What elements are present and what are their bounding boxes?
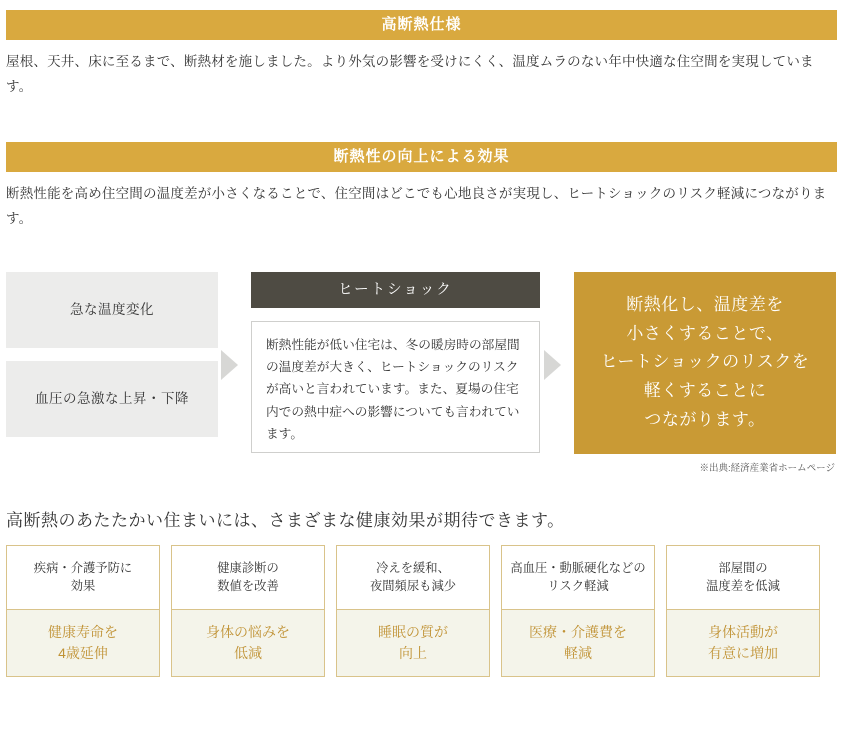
diagram-cause-2: 血圧の急激な上昇・下降 xyxy=(6,361,218,437)
benefit-top-line-1: 高血圧・動脈硬化などの xyxy=(510,560,646,575)
benefits-card-list xyxy=(6,545,837,677)
conclusion-line-5: つながります。 xyxy=(644,410,766,430)
benefit-card-bottom xyxy=(501,609,655,677)
benefit-card-top xyxy=(171,545,325,609)
section-title-insulation: 高断熱仕様 xyxy=(6,10,837,40)
conclusion-line-4: 軽くすることに xyxy=(643,381,767,401)
spacer xyxy=(6,100,837,142)
conclusion-line-2: 小さくすることで、 xyxy=(626,323,784,343)
benefit-card-top xyxy=(336,545,490,609)
benefit-card xyxy=(666,545,820,677)
benefit-card-top xyxy=(666,545,820,609)
benefit-card xyxy=(171,545,325,677)
section-body-insulation: 屋根、天井、床に至るまで、断熱材を施しました。より外気の影響を受けにくく、温度ムラのない年中快適な住空間を実現しています。 xyxy=(6,54,814,94)
source-note: ※出典:経済産業省ホームページ xyxy=(699,462,835,474)
benefit-card-bottom xyxy=(6,609,160,677)
benefit-bottom-line-1: 身体活動が xyxy=(708,623,778,640)
benefit-card-bottom xyxy=(666,609,820,677)
diagram-middle-body: 断熱性能が低い住宅は、冬の暖房時の部屋間の温度差が大きく、ヒートショックのリスクが高いと言われています。また、夏場の住宅内での熱中症への影響についても言われています。 xyxy=(251,321,540,453)
benefit-card xyxy=(6,545,160,677)
section-body-effect: 断熱性能を高め住空間の温度差が小さくなることで、住空間はどこでも心地良さが実現し、ヒートショックのリスク軽減につながります。 xyxy=(6,185,827,226)
benefit-card-top xyxy=(6,545,160,609)
document-page xyxy=(0,10,843,743)
diagram-middle-heading: ヒートショック xyxy=(251,272,540,308)
benefit-bottom-line-2: 向上 xyxy=(399,644,427,661)
diagram-conclusion xyxy=(574,272,836,454)
benefit-top-line-1: 疾病・介護予防に xyxy=(33,560,133,575)
benefit-bottom-line-1: 身体の悩みを xyxy=(206,623,290,640)
benefit-top-line-2: 温度差を低減 xyxy=(706,579,780,594)
benefit-top-line-1: 部屋間の xyxy=(718,560,768,575)
conclusion-line-1: 断熱化し、温度差を xyxy=(626,294,784,314)
benefit-card xyxy=(336,545,490,677)
benefit-top-line-2: リスク軽減 xyxy=(547,579,609,594)
benefit-bottom-line-1: 医療・介護費を xyxy=(529,623,627,640)
arrow-right-icon-2 xyxy=(544,350,561,380)
benefit-top-line-2: 数値を改善 xyxy=(217,579,279,594)
benefit-top-line-1: 冷えを緩和、 xyxy=(376,560,450,575)
diagram-middle-column xyxy=(251,272,540,453)
benefit-bottom-line-2: 低減 xyxy=(234,644,262,661)
section-title-effect: 断熱性の向上による効果 xyxy=(6,142,837,172)
spacer xyxy=(6,232,837,264)
diagram-left-column xyxy=(6,272,218,437)
benefit-bottom-line-1: 睡眠の質が xyxy=(378,623,448,640)
diagram-cause-1: 急な温度変化 xyxy=(6,272,218,348)
diagram-conclusion-text xyxy=(601,291,810,435)
benefits-lead-text: 高断熱のあたたかい住まいには、さまざまな健康効果が期待できます。 xyxy=(6,510,565,530)
conclusion-line-3: ヒートショックのリスクを xyxy=(600,352,810,372)
heatshock-diagram xyxy=(6,272,837,482)
benefit-top-line-2: 効果 xyxy=(70,579,96,594)
arrow-right-icon xyxy=(221,350,238,380)
benefit-bottom-line-2: 軽減 xyxy=(564,644,592,661)
benefit-bottom-line-2: 有意に増加 xyxy=(708,644,778,661)
benefit-card-bottom xyxy=(336,609,490,677)
benefit-top-line-1: 健康診断の xyxy=(217,560,279,575)
benefit-bottom-line-1: 健康寿命を xyxy=(48,623,118,640)
benefit-bottom-line-2: 4歳延伸 xyxy=(58,644,108,661)
benefit-top-line-2: 夜間頻尿も減少 xyxy=(369,579,457,594)
benefit-card-top xyxy=(501,545,655,609)
benefit-card-bottom xyxy=(171,609,325,677)
benefit-card xyxy=(501,545,655,677)
